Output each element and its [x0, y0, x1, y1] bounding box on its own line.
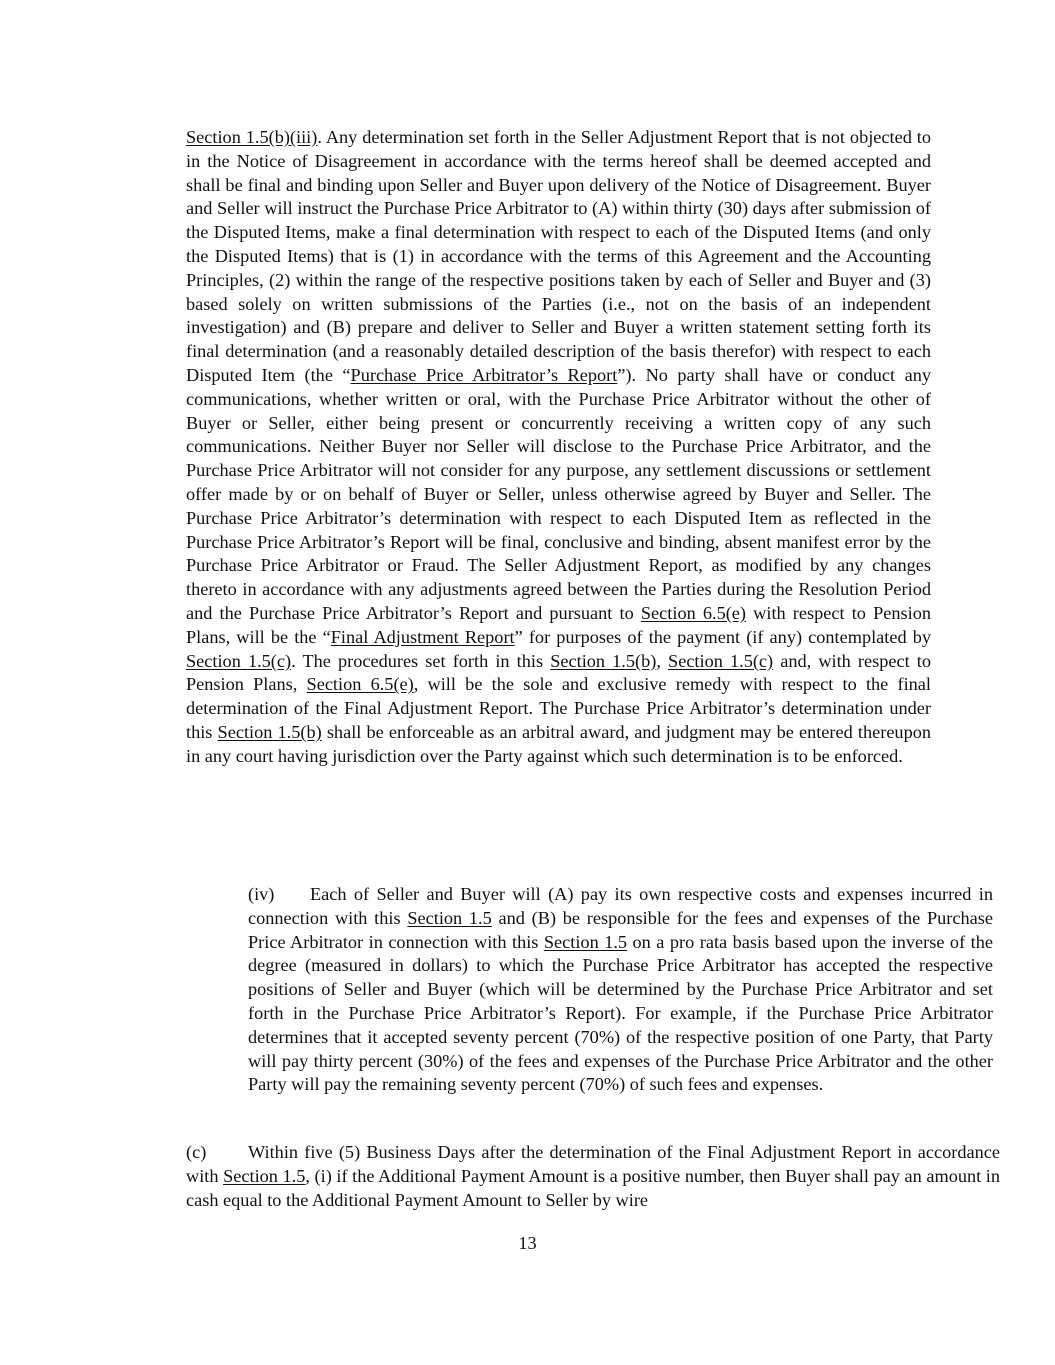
body-text: on a pro rata basis based upon the inverse of the degree (measured in dollars) to which the Purchase Price Arbitrator has accepted the respective positions of Seller and Buyer (which will be determined by the Purchase Price Arbitrator and set forth in the Purchase Price Arbitrator’s Report). For example, if the Purchase Price Arbitrator determines that it accepted seventy percent (70%) of the respective position of one Party, that Party will pay thirty percent (30%) of the fees and expenses of the Purchase Price Arbitrator and the other Party will pay the remaining seventy percent (70%) of such fees and expenses. [248, 931, 993, 1095]
section-reference: Section 1.5 [223, 1165, 306, 1186]
body-text: , will be the sole and exclusive remedy with respect to the final determination of the Final Adjustment Report. The Purchase Price Arbitrator’s determination under this [186, 674, 931, 742]
section-reference: Section 6.5(e) [640, 602, 747, 623]
section-reference: Section 1.5(b) [550, 650, 657, 671]
body-text: , (i) if the Additional Payment Amount is a positive number, then Buyer shall pay an amount in cash equal to the Additional Payment Amount to Seller by wire [186, 1165, 1000, 1210]
body-text: . Any determination set forth in the Seller Adjustment Report that is not objected to in the Notice of Disagreement in accordance with the terms hereof shall be deemed accepted and shall be final and binding upon Seller and Buyer upon delivery of the Notice of Disagreement. Buyer and Seller will instruct the Purchase Price Arbitrator to (A) within thirty (30) days after submission of the Disputed Items, make a final determination with respect to each of the Disputed Items (and only the Disputed Items) that is (1) in accordance with the terms of this Agreement and the Accounting Principles, (2) within the range of the respective positions taken by each of Seller and Buyer and (3) based solely on written submissions of the Parties (i.e., not on the basis of an independent investigation) and (B) prepare and deliver to Seller and Buyer a written statement setting forth its final determination (and a reasonably detailed description of the basis therefor) with respect to each Disputed Item (the “ [186, 127, 931, 385]
body-text: shall be enforceable as an arbitral award, and judgment may be entered thereupon in any court having jurisdiction over the Party against which such determination is to be enforced. [186, 721, 931, 766]
body-text: and, with respect to Pension Plans, [186, 650, 932, 695]
body-text: and (B) be responsible for the fees and expenses of the Purchase Price Arbitrator in connection with this [248, 907, 993, 952]
paragraph-iv [186, 883, 993, 1097]
body-text: . The procedures set forth in this [291, 650, 551, 671]
paragraph-section-1-5-b-iii-continuation [186, 126, 931, 769]
section-reference: Section 1.5(c) [186, 650, 292, 671]
clause-marker: (iv) [248, 884, 275, 904]
paragraph-c [117, 1141, 1000, 1212]
body-text: , [656, 650, 669, 671]
defined-term: Purchase Price Arbitrator’s Report [350, 364, 618, 385]
section-reference: Section 1.5(b) [217, 721, 322, 742]
body-text: with respect to Pension Plans, will be the “ [186, 602, 931, 647]
section-reference: Section 6.5(e) [306, 674, 414, 695]
body-text: ” for purposes of the payment (if any) contemplated by [514, 626, 932, 647]
page-number: 13 [518, 1233, 537, 1253]
defined-term: Final Adjustment Report [330, 626, 515, 647]
clause-marker: (c) [186, 1142, 207, 1162]
section-reference: Section 1.5(b)(iii) [186, 127, 318, 147]
body-text: Within five (5) Business Days after the determination of the Final Adjustment Report in accordance with [186, 1142, 1000, 1186]
body-text: ”). No party shall have or conduct any communications, whether written or oral, with the Purchase Price Arbitrator without the other of Buyer or Seller, either being present or concurrently receiving a written copy of any such communications. Neither Buyer nor Seller will disclose to the Purchase Price Arbitrator, and the Purchase Price Arbitrator will not consider for any purpose, any settlement discussions or settlement offer made by or on behalf of Buyer or Seller, unless otherwise agreed by Buyer and Seller. The Purchase Price Arbitrator’s determination with respect to each Disputed Item as reflected in the Purchase Price Arbitrator’s Report will be final, conclusive and binding, absent manifest error by the Purchase Price Arbitrator or Fraud. The Seller Adjustment Report, as modified by any changes thereto in accordance with any adjustments agreed between the Parties during the Resolution Period and the Purchase Price Arbitrator’s Report and pursuant to [186, 364, 931, 623]
body-text: Each of Seller and Buyer will (A) pay its own respective costs and expenses incurred in connection with this [248, 884, 993, 928]
section-reference: Section 1.5 [407, 907, 492, 928]
section-reference: Section 1.5 [543, 931, 628, 952]
section-reference: Section 1.5(c) [668, 650, 774, 671]
